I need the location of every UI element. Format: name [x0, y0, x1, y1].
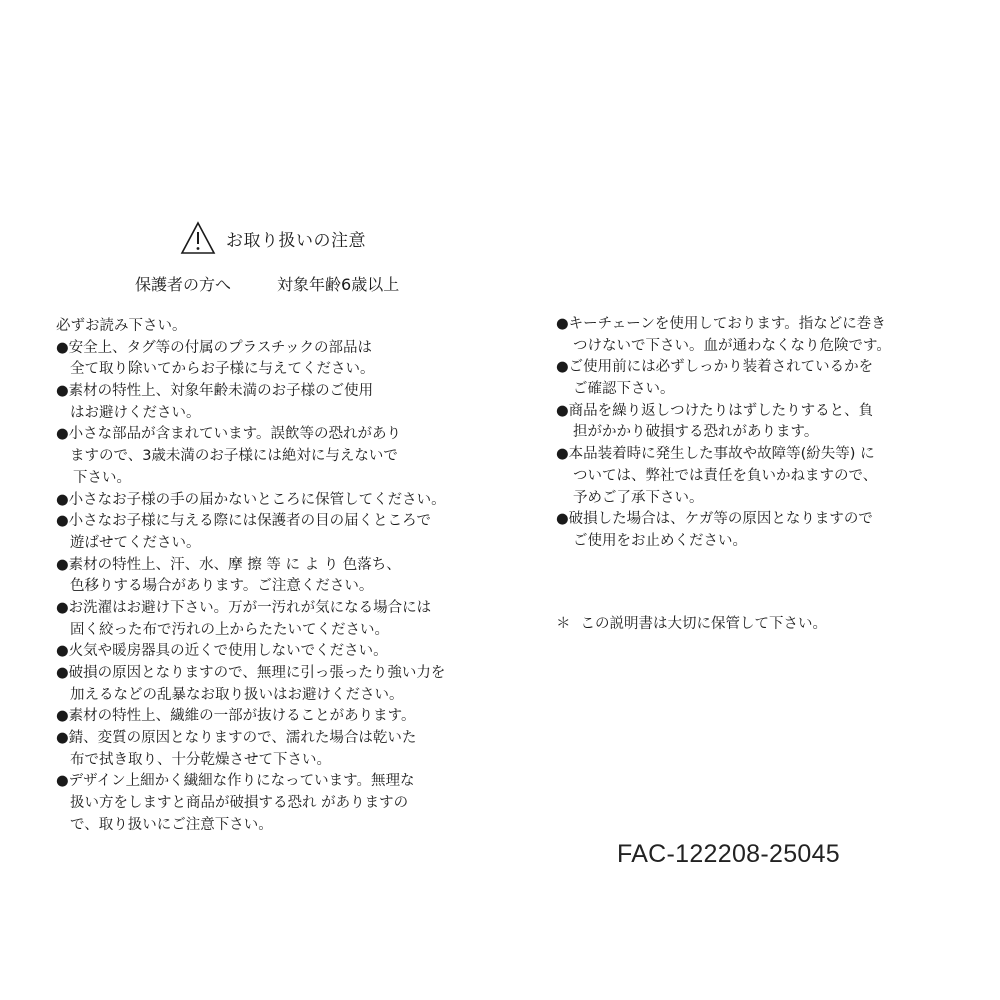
read-notice: 必ずお読み下さい。: [56, 318, 187, 334]
caution-item-continued: 全て取り除いてからお子様に与えてください。: [70, 361, 375, 378]
storage-note: [556, 612, 827, 633]
caution-item: ●本品装着時に発生した事故や故障等(紛失等) に: [556, 446, 875, 463]
caution-item-continued: 色移りする場合があります。ご注意ください。: [70, 578, 374, 595]
left-column: [56, 316, 446, 837]
right-column: [556, 314, 891, 553]
caution-item: ●火気や暖房器具の近くで使用しないでください。: [56, 643, 388, 660]
caution-item-continued: 固く絞った布で汚れの上からたたいてください。: [70, 621, 389, 638]
caution-item: ●デザイン上細かく繊細な作りになっています。無理な: [56, 773, 415, 790]
caution-item: ●素材の特性上、汗、水、摩 擦 等 に よ り 色落ち、: [56, 556, 401, 573]
caution-item-continued: つけないで下さい。血が通わなくなり危険です。: [573, 337, 891, 354]
caution-item-continued: 下さい。: [73, 469, 131, 486]
page-title: お取り扱いの注意: [226, 230, 366, 251]
caution-item-continued: ついては、弊社では責任を負いかねますので、: [573, 467, 878, 484]
caution-item-continued: ますので、3歳未満のお子様には絶対に与えないで: [70, 448, 398, 465]
caution-item-continued: 加えるなどの乱暴なお取り扱いはお避けください。: [70, 686, 404, 703]
caution-item-continued: で、取り扱いにご注意下さい。: [70, 816, 273, 833]
caution-item-continued: はお避けください。: [70, 404, 201, 421]
caution-item: ●破損した場合は、ケガ等の原因となりますので: [556, 511, 873, 528]
caution-item-continued: 担がかかり破損する恐れがあります。: [573, 424, 819, 441]
caution-item: ●安全上、タグ等の付属のプラスチックの部品は: [56, 339, 372, 356]
caution-item: ●キーチェーンを使用しております。指などに巻き: [556, 316, 886, 332]
caution-item: ●ご使用前には必ずしっかり装着されているかを: [556, 359, 874, 376]
caution-item: ●小さなお子様の手の届かないところに保管してください。: [56, 491, 446, 508]
caution-item: ●素材の特性上、繊維の一部が抜けることがあります。: [56, 708, 416, 725]
caution-item: ●錆、変質の原因となりますので、濡れた場合は乾いた: [56, 730, 417, 747]
caution-item-continued: 遊ばせてください。: [70, 534, 201, 551]
warning-triangle-icon: [180, 221, 216, 255]
caution-item: ●破損の原因となりますので、無理に引っ張ったり強い力を: [56, 665, 446, 681]
caution-item-continued: ご確認下さい。: [573, 381, 675, 398]
asterisk-mark: ＊: [556, 616, 571, 632]
caution-item: ●素材の特性上、対象年齢未満のお子様のご使用: [56, 383, 374, 400]
age-target-label: 対象年齢6歳以上: [277, 275, 400, 294]
caution-item-continued: 布で拭き取り、十分乾燥させて下さい。: [70, 751, 331, 768]
caution-item-continued: 扱い方をしますと商品が破損する恐れ がありますの: [70, 795, 409, 812]
audience-label: 保護者の方へ: [135, 275, 232, 294]
caution-item-continued: 予めご了承下さい。: [573, 489, 704, 506]
title-row: [180, 220, 366, 256]
product-code: FAC-122208-25045: [617, 840, 841, 868]
caution-item: ●小さな部品が含まれています。誤飲等の恐れがあり: [56, 426, 401, 443]
caution-item: ●商品を繰り返しつけたりはずしたりすると、負: [556, 402, 874, 419]
caution-item: ●小さなお子様に与える際には保護者の目の届くところで: [56, 513, 432, 530]
caution-item-continued: ご使用をお止めください。: [573, 532, 747, 549]
caution-item: ●お洗濯はお避け下さい。万が一汚れが気になる場合には: [56, 599, 432, 616]
note-text: この説明書は大切に保管して下さい。: [580, 616, 827, 632]
subtitle-row: [135, 272, 399, 295]
